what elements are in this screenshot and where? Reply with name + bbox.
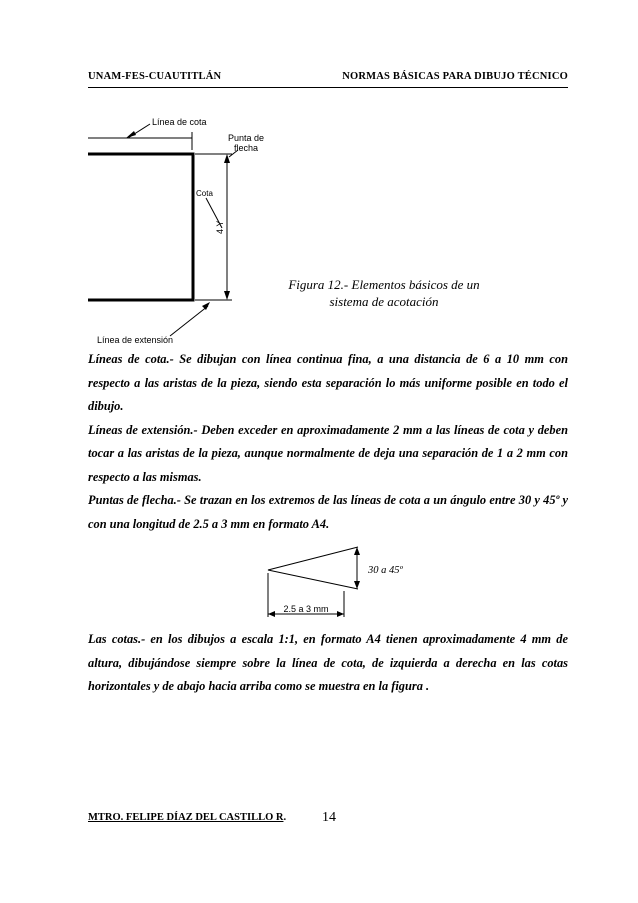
- page-footer: [88, 812, 286, 823]
- label-punta-flecha-2: flecha: [234, 143, 259, 153]
- header-institution: UNAM-FES-CUAUTITLÁN: [88, 71, 222, 82]
- label-linea-cota: Línea de cota: [152, 117, 207, 127]
- label-cota: Cota: [196, 189, 213, 198]
- figure-caption-line1: Figura 12.- Elementos básicos de un: [288, 277, 480, 292]
- body-text-block: [88, 348, 568, 536]
- footer-author: MTRO. FELIPE DÍAZ DEL CASTILLO R: [88, 812, 284, 823]
- arrowhead-outline: [268, 547, 358, 589]
- part-outline: [88, 154, 193, 300]
- footer-author-suffix: .: [283, 812, 287, 823]
- page-number: 14: [322, 810, 336, 825]
- paragraph-lineas-extension: Líneas de extensión.- Deben exceder en aproximadamente 2 mm a las líneas de cota y deben tocar a las aristas de la pieza, aunque normalmente de deja una separación de 1 a 2 mm con respecto a las mismas.: [88, 422, 568, 484]
- figure-caption-line2: sistema de acotación: [329, 294, 439, 309]
- figure-dimensioning-system: [0, 0, 638, 350]
- leader-arrow-linea-cota: [126, 131, 136, 138]
- header-title: NORMAS BÁSICAS PARA DIBUJO TÉCNICO: [342, 71, 568, 82]
- arrowhead-bottom: [224, 291, 230, 300]
- length-arrow-left: [268, 611, 275, 617]
- leader-linea-extension: [170, 306, 208, 336]
- leader-arrow-extension: [202, 302, 210, 310]
- figure-arrowhead: [0, 535, 638, 625]
- length-label: 2.5 a 3 mm: [283, 604, 329, 614]
- paragraph-lineas-cota: Líneas de cota.- Se dibujan con línea continua fina, a una distancia de 6 a 10 mm con respecto a las aristas de la pieza, siendo esta separación lo más uniforme posible en todo el dibujo.: [88, 352, 568, 413]
- paragraph-puntas-flecha: Puntas de flecha.- Se trazan en los extremos de las líneas de cota a un ángulo entre 30 y 45º y con una longitud de 2.5 a 3 mm en formato A4.: [88, 493, 568, 531]
- length-arrow-right: [337, 611, 344, 617]
- dimension-value: 4 Y: [215, 220, 225, 234]
- arrowhead-top: [224, 154, 230, 163]
- angle-arrow-bottom: [354, 581, 360, 589]
- angle-label: 30 a 45º: [368, 565, 403, 576]
- label-punta-flecha-1: Punta de: [228, 133, 265, 143]
- paragraph-las-cotas: Las cotas.- en los dibujos a escala 1:1, en formato A4 tienen aproximadamente 4 mm de altura, dibujándose siempre sobre la línea de cota, de izquierda a derecha en las cotas horizontales y de abajo hacia arriba como se muestra en la figura .: [88, 632, 568, 693]
- label-linea-extension: Línea de extensión: [97, 335, 174, 345]
- body-text-block-2: [88, 628, 568, 699]
